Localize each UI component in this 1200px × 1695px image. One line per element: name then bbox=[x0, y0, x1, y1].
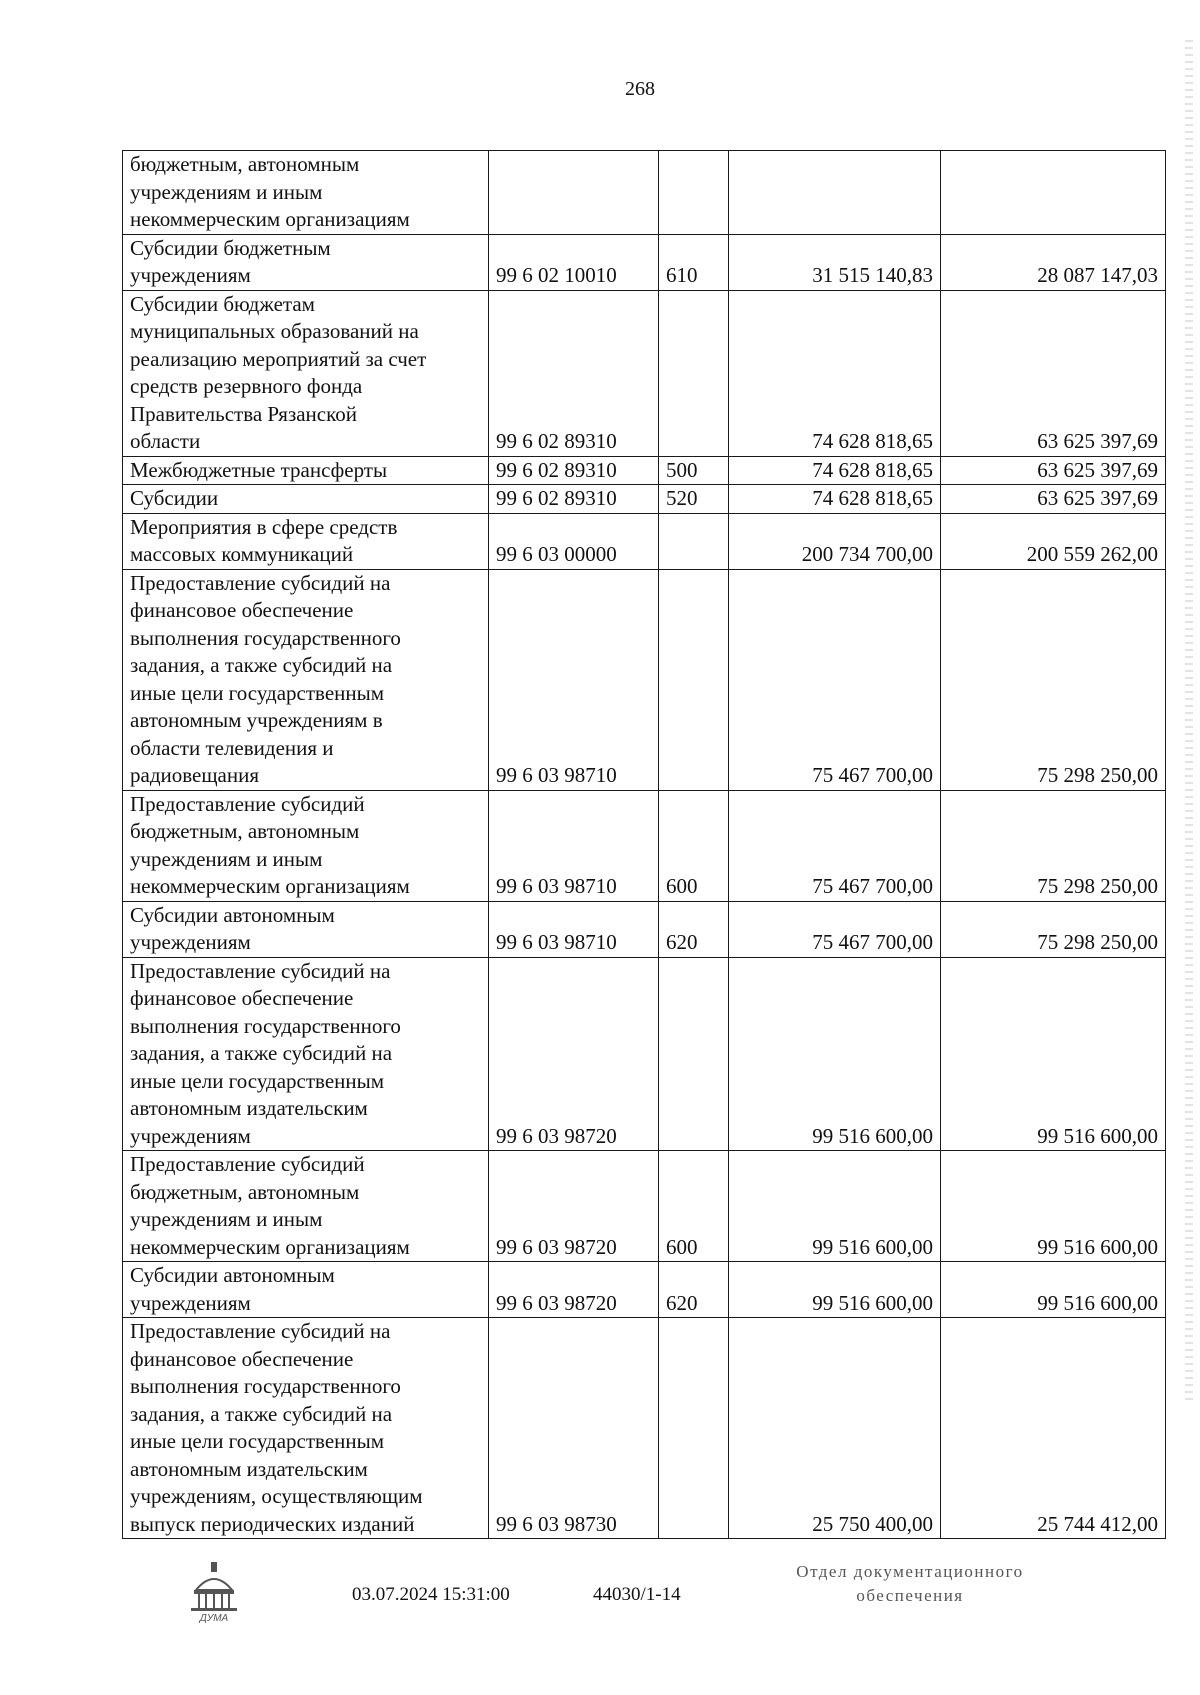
table-row bbox=[123, 456, 1166, 485]
table-row bbox=[123, 513, 1166, 569]
row-amount-executed-cell: 28 087 147,03 bbox=[941, 234, 1166, 290]
row-name-cell: бюджетным, автономным учреждениям и иным некоммерческим организациям bbox=[123, 151, 489, 235]
row-amount-approved-cell: 75 467 700,00 bbox=[729, 790, 941, 901]
budget-table-body bbox=[123, 151, 1166, 1539]
row-code-cell: 99 6 03 98720 bbox=[489, 1262, 659, 1318]
row-code-cell: 99 6 03 98730 bbox=[489, 1318, 659, 1539]
row-code-cell: 99 6 02 89310 bbox=[489, 290, 659, 456]
row-code-cell bbox=[489, 151, 659, 235]
row-vr-cell: 520 bbox=[659, 485, 729, 514]
row-vr-cell bbox=[659, 569, 729, 790]
row-amount-approved-cell: 99 516 600,00 bbox=[729, 1262, 941, 1318]
page-number: 268 bbox=[625, 78, 655, 100]
row-name-cell: Субсидии bbox=[123, 485, 489, 514]
table-row bbox=[123, 901, 1166, 957]
table-row bbox=[123, 569, 1166, 790]
row-amount-executed-cell: 75 298 250,00 bbox=[941, 790, 1166, 901]
duma-logo-icon bbox=[186, 1560, 242, 1624]
row-code-cell: 99 6 03 98710 bbox=[489, 790, 659, 901]
row-amount-approved-cell: 200 734 700,00 bbox=[729, 513, 941, 569]
row-name-cell: Межбюджетные трансферты bbox=[123, 456, 489, 485]
row-code-cell: 99 6 03 00000 bbox=[489, 513, 659, 569]
row-name-cell: Предоставление субсидий на финансовое обеспечение выполнения государственного задания, а также субсидий на иные цели государственным автономным учреждениям в области телевидения и радиовещания bbox=[123, 569, 489, 790]
row-amount-executed-cell: 63 625 397,69 bbox=[941, 456, 1166, 485]
footer-department-stamp: Отдел документационного обеспечения bbox=[796, 1562, 1024, 1605]
row-vr-cell bbox=[659, 1318, 729, 1539]
table-row bbox=[123, 790, 1166, 901]
row-amount-approved-cell: 75 467 700,00 bbox=[729, 569, 941, 790]
row-amount-approved-cell: 31 515 140,83 bbox=[729, 234, 941, 290]
row-amount-executed-cell: 75 298 250,00 bbox=[941, 901, 1166, 957]
row-amount-approved-cell: 74 628 818,65 bbox=[729, 456, 941, 485]
table-row bbox=[123, 957, 1166, 1151]
row-code-cell: 99 6 02 10010 bbox=[489, 234, 659, 290]
table-row bbox=[123, 290, 1166, 456]
row-code-cell: 99 6 02 89310 bbox=[489, 485, 659, 514]
row-vr-cell: 600 bbox=[659, 790, 729, 901]
row-name-cell: Предоставление субсидий бюджетным, автономным учреждениям и иным некоммерческим организациям bbox=[123, 790, 489, 901]
row-amount-approved-cell: 75 467 700,00 bbox=[729, 901, 941, 957]
table-row bbox=[123, 234, 1166, 290]
svg-text:ДУМА: ДУМА bbox=[199, 1613, 229, 1624]
row-code-cell: 99 6 03 98720 bbox=[489, 1151, 659, 1262]
row-name-cell: Мероприятия в сфере средств массовых коммуникаций bbox=[123, 513, 489, 569]
row-name-cell: Субсидии автономным учреждениям bbox=[123, 901, 489, 957]
footer-timestamp: 03.07.2024 15:31:00 bbox=[352, 1584, 510, 1605]
row-vr-cell bbox=[659, 290, 729, 456]
table-row bbox=[123, 1262, 1166, 1318]
row-amount-executed-cell bbox=[941, 151, 1166, 235]
row-name-cell: Субсидии бюджетам муниципальных образований на реализацию мероприятий за счет средств резервного фонда Правительства Рязанской области bbox=[123, 290, 489, 456]
row-vr-cell: 600 bbox=[659, 1151, 729, 1262]
row-amount-executed-cell: 25 744 412,00 bbox=[941, 1318, 1166, 1539]
row-amount-executed-cell: 99 516 600,00 bbox=[941, 1262, 1166, 1318]
table-row bbox=[123, 1318, 1166, 1539]
row-name-cell: Предоставление субсидий на финансовое обеспечение выполнения государственного задания, а также субсидий на иные цели государственным автономным издательским учреждениям bbox=[123, 957, 489, 1151]
row-name-cell: Субсидии бюджетным учреждениям bbox=[123, 234, 489, 290]
row-code-cell: 99 6 02 89310 bbox=[489, 456, 659, 485]
row-vr-cell bbox=[659, 957, 729, 1151]
row-name-cell: Предоставление субсидий бюджетным, автономным учреждениям и иным некоммерческим организациям bbox=[123, 1151, 489, 1262]
table-row bbox=[123, 1151, 1166, 1262]
row-amount-executed-cell: 63 625 397,69 bbox=[941, 485, 1166, 514]
table-row bbox=[123, 151, 1166, 235]
budget-table bbox=[122, 150, 1166, 1539]
table-row bbox=[123, 485, 1166, 514]
row-amount-executed-cell: 99 516 600,00 bbox=[941, 957, 1166, 1151]
row-amount-approved-cell: 99 516 600,00 bbox=[729, 957, 941, 1151]
row-code-cell: 99 6 03 98710 bbox=[489, 901, 659, 957]
scan-edge-marks bbox=[1185, 40, 1193, 1400]
row-amount-executed-cell: 200 559 262,00 bbox=[941, 513, 1166, 569]
row-amount-executed-cell: 99 516 600,00 bbox=[941, 1151, 1166, 1262]
row-vr-cell: 500 bbox=[659, 456, 729, 485]
row-amount-approved-cell: 74 628 818,65 bbox=[729, 290, 941, 456]
row-code-cell: 99 6 03 98710 bbox=[489, 569, 659, 790]
row-vr-cell: 610 bbox=[659, 234, 729, 290]
row-amount-approved-cell bbox=[729, 151, 941, 235]
row-amount-executed-cell: 63 625 397,69 bbox=[941, 290, 1166, 456]
row-name-cell: Субсидии автономным учреждениям bbox=[123, 1262, 489, 1318]
footer-reg-number: 44030/1-14 bbox=[593, 1584, 681, 1605]
row-amount-approved-cell: 74 628 818,65 bbox=[729, 485, 941, 514]
row-amount-approved-cell: 99 516 600,00 bbox=[729, 1151, 941, 1262]
row-vr-cell: 620 bbox=[659, 1262, 729, 1318]
row-vr-cell bbox=[659, 151, 729, 235]
row-code-cell: 99 6 03 98720 bbox=[489, 957, 659, 1151]
row-vr-cell: 620 bbox=[659, 901, 729, 957]
row-name-cell: Предоставление субсидий на финансовое обеспечение выполнения государственного задания, а также субсидий на иные цели государственным автономным издательским учреждениям, осуществляющим выпуск периодических изданий bbox=[123, 1318, 489, 1539]
row-amount-executed-cell: 75 298 250,00 bbox=[941, 569, 1166, 790]
row-vr-cell bbox=[659, 513, 729, 569]
row-amount-approved-cell: 25 750 400,00 bbox=[729, 1318, 941, 1539]
